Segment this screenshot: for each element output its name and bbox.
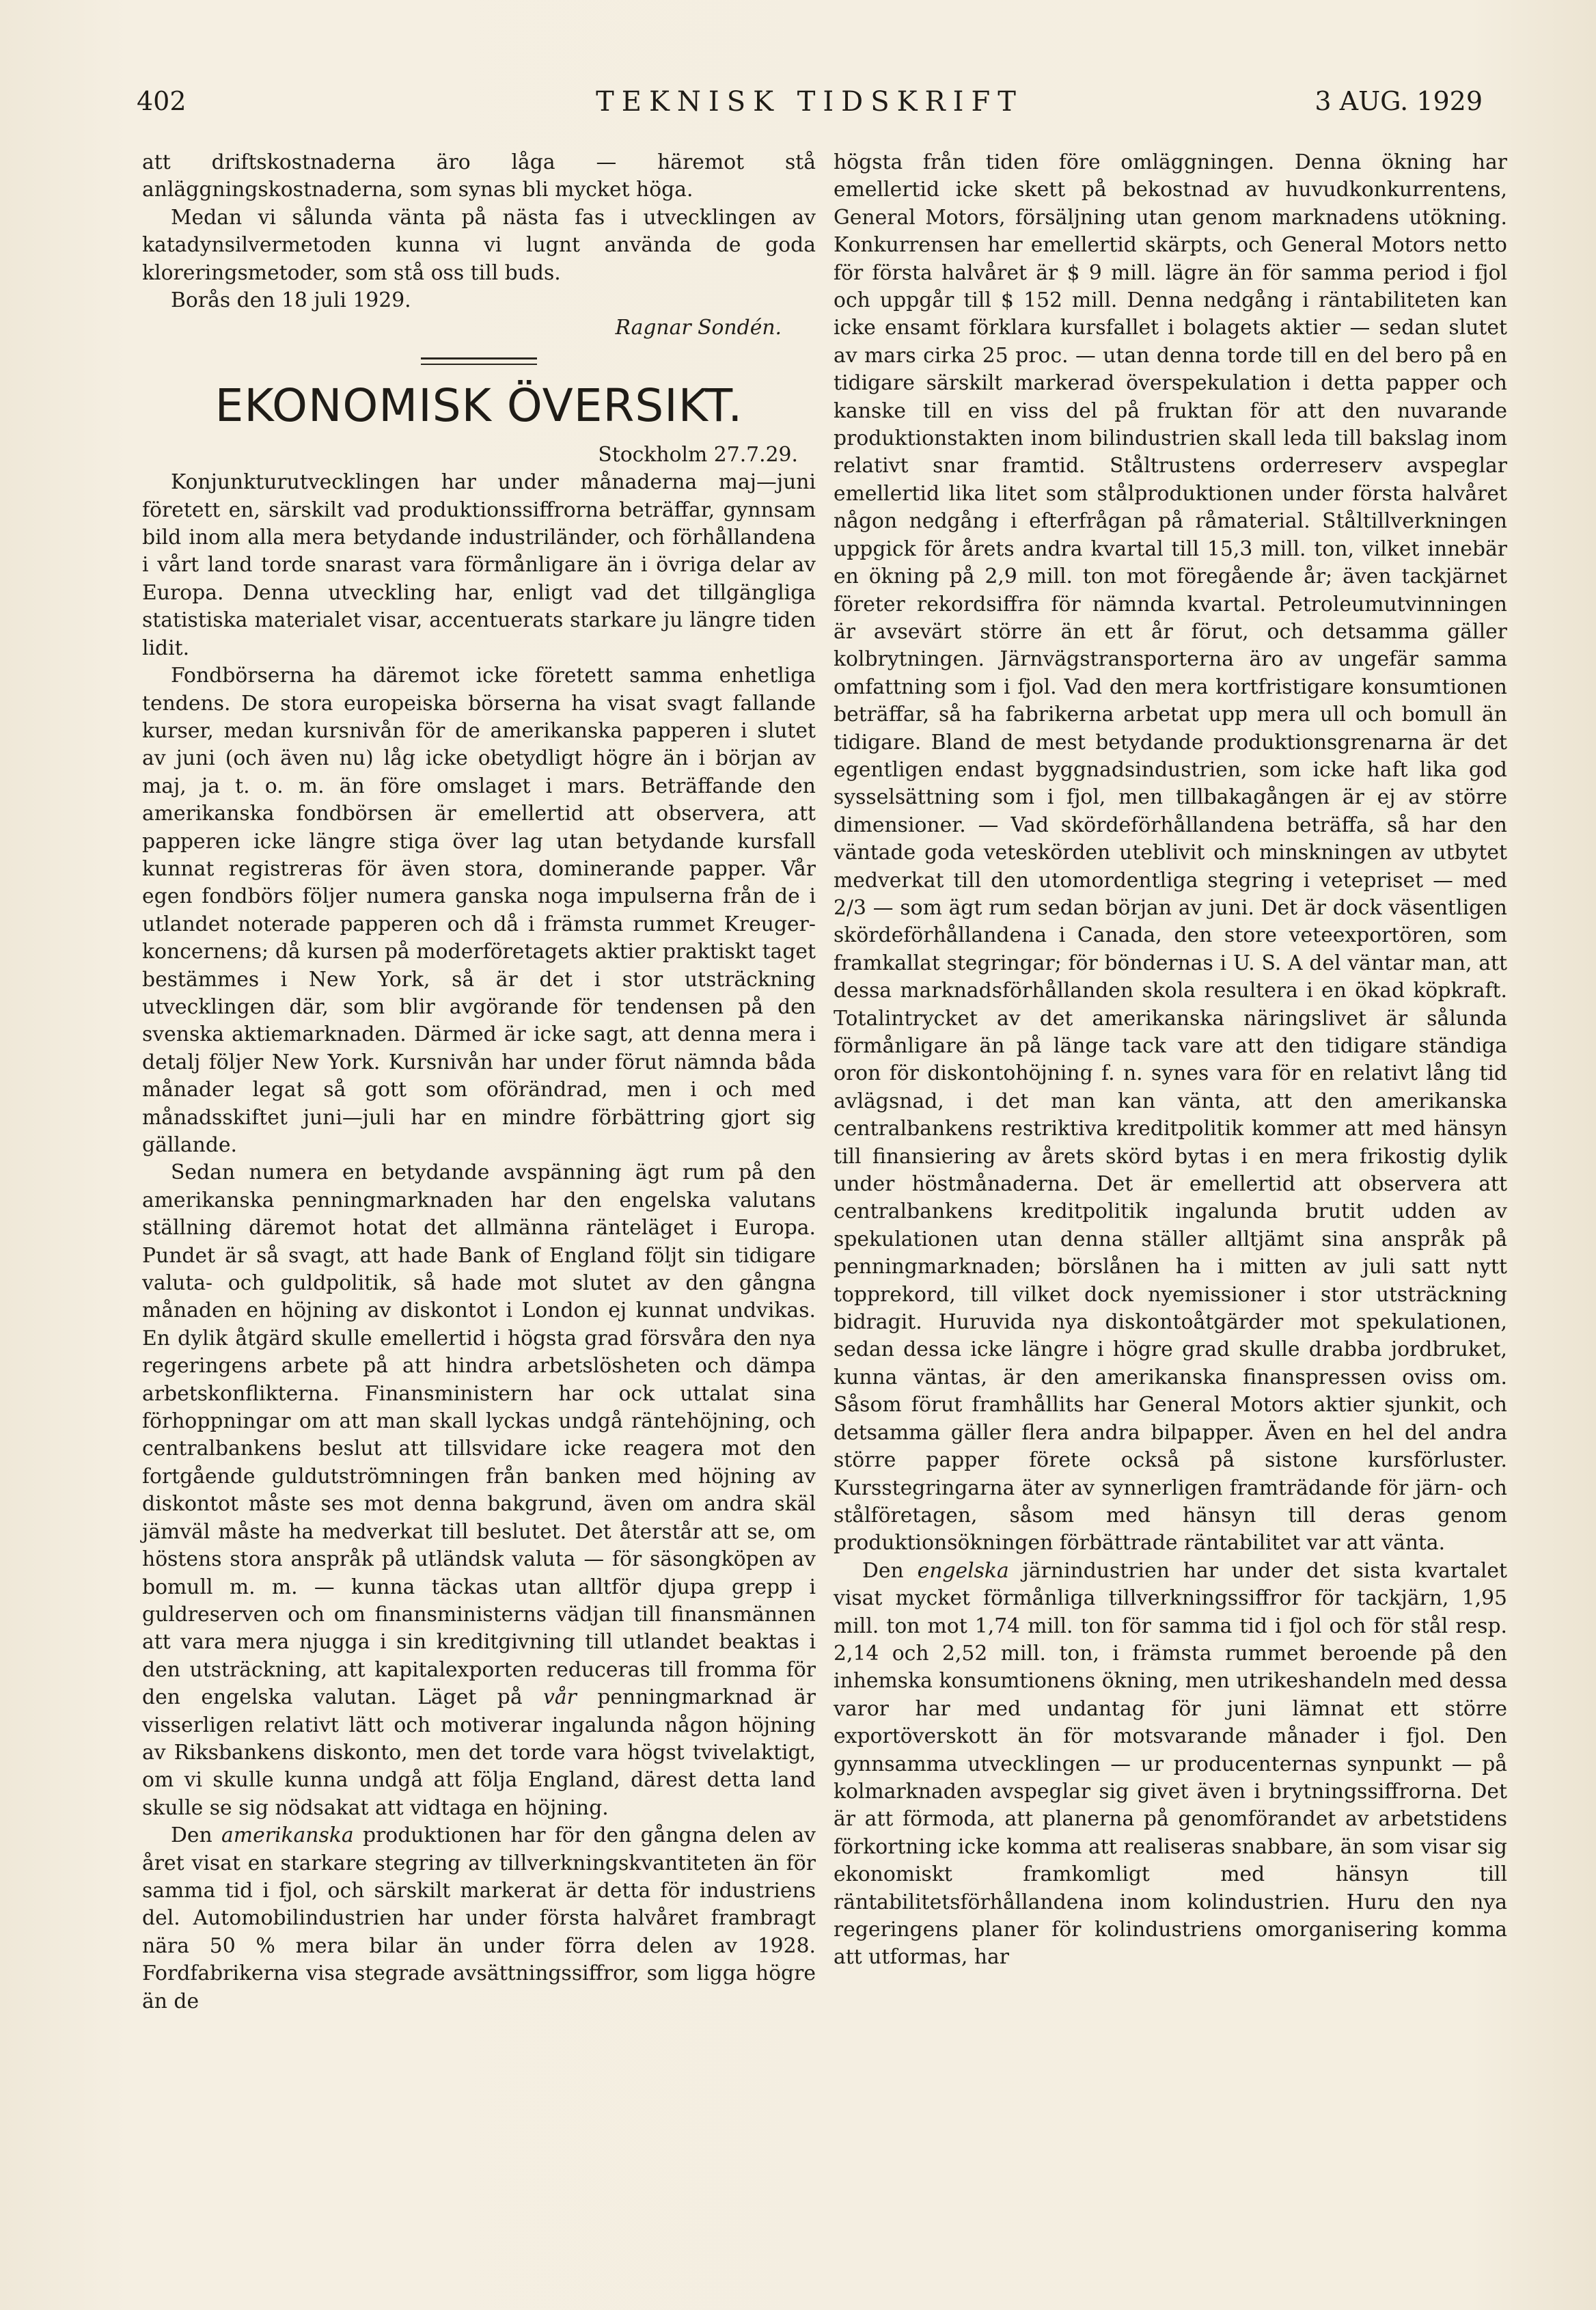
paragraph-text: penningmarknad är visserligen relativt lätt och motiverar ingalunda någon höjning av Riksbankens diskonto, men det torde vara högst tvivelaktigt, om vi skulle kunna undgå att följa England, därest detta land skulle se sig nödsakat att vidtaga en höjning. [142,1685,816,1820]
article-paragraph [834,1558,1507,1972]
paragraph-text: Sedan numera en betydande avspänning ägt rum på den amerikanska penningmarknaden har den engelska valutans ställning däremot hotat det allmänna ränteläget i Europa. Pundet är så svagt, att hade Bank of England följt sin tidigare valuta- och guldpolitik, så hade mot slutet av den gångna månaden en höjning av diskontot i London ej kunnat undvikas. En dylik åtgärd skulle emellertid i högsta grad försvåra den nya regeringens arbete på att hindra arbetslösheten och dämpa arbetskonflikterna. Finansministern har ock uttalat sina förhoppningar om att man skall lyckas undgå räntehöjning, och centralbankens beslut att tillsvidare icke reagera mot den fortgående guldutströmningen från banken med höjning av diskontot måste ses mot denna bakgrund, även om andra skäl jämväl måste ha medverkat till beslutet. Det återstår att se, om höstens stora anspråk på utländsk valuta — för säsongköpen av bomull m. m. — kunna täckas utan alltför djupa grepp i guldreserven och om finansministerns vädjan till finansmännen att vara mera njugga i sin kreditgivning till utlandet beaktas i den utsträckning, att kapitalexporten reduceras till fromma för den engelska valutan. Läget på [142,1160,816,1710]
issue-date: 3 AUG. 1929 [1315,86,1483,116]
author-signature: Ragnar Sondén. [615,316,782,340]
article-paragraph [142,1822,816,2015]
emphasis: amerikanska [221,1823,354,1848]
page-header [137,86,1483,127]
journal-title: TEKNISK TIDSKRIFT [596,86,1023,118]
article-paragraph [142,1159,816,1822]
section-title: EKONOMISK ÖVERSIKT. [215,379,743,432]
page-number: 402 [137,86,187,116]
prev-article-paragraph: Medan vi sålunda vänta på nästa fas i utvecklingen av katadynsilvermetoden kunna vi lugnt använda de goda kloreringsmetoder, som stå oss till buds. [142,205,816,285]
article-paragraph: högsta från tiden före omläggningen. Denna ökning har emellertid icke skett på bekostnad av huvudkonkurrentens, General Motors, försäljning utan genom marknadens utökning. Konkurrensen har emellertid skärpts, och General Motors netto för första halvåret är $ 9 mill. lägre än för samma period i fjol och uppgår till $ 152 mill. Denna nedgång i räntabiliteten kan icke ensamt förklara kursfallet i bolagets aktier — sedan slutet av mars cirka 25 proc. — utan denna torde till en del bero på en tidigare särskilt markerad överspekulation i detta papper och kanske till en viss del på fruktan för att den nuvarande produktionstakten inom bilindustrien skall leda till bakslag inom relativt snar framtid. Ståltrustens orderreserv avspeglar emellertid lika litet som stålproduktionen under första halvåret någon nedgång i efterfrågan på råmaterial. Ståltillverkningen uppgick för årets andra kvartal till 15,3 mill. ton, vilket innebär en ökning på 2,9 mill. ton mot föregående år; även tackjärnet företer rekordsiffra för nämnda kvartal. Petroleumutvinningen är avsevärt större än ett år förut, och detsamma gäller kolbrytningen. Järnvägstransporterna äro av ungefär samma omfattning som i fjol. Vad den mera kortfristigare konsumtionen beträffar, så ha fabrikerna arbetat upp mera ull och bomull än tidigare. Bland de mest betydande produktionsgrenarna är det egentligen endast byggnadsindustrien, som icke haft lika god sysselsättning som i fjol, men tillbakagången är ej av större dimensioner. — Vad skördeförhållandena beträffa, så har den väntade goda veteskörden uteblivit och minskningen av utbytet medverkat till den utomordentliga stegring i vetepriset — med 2/3 — som ägt rum sedan början av juni. Det är dock väsentligen skördeförhållandena i Canada, den store veteexportören, som framkallat stegringar; för böndernas i U. S. A del väntar man, att dessa marknadsförhållanden skola resultera i en ökad köpkraft. Totalintrycket av det amerikanska näringslivet är sålunda förmånligare än på länge tack vare att den tidigare ständiga oron för diskontohöjning f. n. synes vara för en relativt lång tid avlägsnad, i det man kan vänta, att den amerikanska centralbankens restriktiva kreditpolitik kommer att med hänsyn till finansiering av årets skörd bytas i en mera frikostig dylik under höstmånaderna. Det är emellertid att observera att centralbankens kreditpolitik ingalunda brutit udden av spekulationen utan denna ställer alltjämt sina anspråk på penningmarknaden; börslånen ha i mitten av juli satt nytt topprekord, till vilket dock nyemissioner i stor utsträckning bidragit. Huruvida nya diskontoåtgärder mot spekulationen, sedan dessa icke längre i högre grad skulle drabba jordbruket, kunna väntas, är den amerikanska finanspressen oviss om. Såsom förut framhållits har General Motors aktier sjunkit, och detsamma gäller flera andra bilpapper. Även en hel del andra större papper förete också på sistone kursförluster. Kursstegringarna äter av synnerligen framträdande för järn- och stålföretagen, såsom med hänsyn till deras genom produktionsökningen förbättrade räntabilitet var att vänta. [834,150,1507,1555]
paragraph-text: järnindustrien har under det sista kvartalet visat mycket förmånliga tillverkningssiffror för tackjärn, 1,95 mill. ton mot 1,74 mill. ton för samma tid i fjol och för stål resp. 2,14 och 2,52 mill. ton, i främsta rummet beroende på den inhemska konsumtionens ökning, men utrikeshandeln med dessa varor har med undantag för juni lämnat ett större exportöverskott än för motsvarande månader i fjol. Den gynnsamma utvecklingen — ur producenternas synpunkt — på kolmarknaden avspeglar sig givet även i brytningssiffrorna. Det är att förmoda, att planerna på genomförandet av arbetstidens förkortning icke komma att realiseras snabbare, än som visar sig ekonomiskt framkomligt med hänsyn till räntabilitetsförhållandena inom kolindustrien. Huru den nya regeringens planer för kolindustriens omorganisering komma att utformas, har [834,1558,1507,1970]
emphasis: engelska [917,1558,1009,1583]
paragraph-text: Den [862,1558,904,1583]
prev-article-paragraph: att driftskostnaderna äro låga — häremot stå anläggningskostnaderna, som synas bli mycket höga. [142,150,816,202]
article-paragraph: Fondbörserna ha däremot icke företett samma enhetliga tendens. De stora europeiska börserna ha visat svagt fallande kurser, medan kursnivån för de amerikanska papperen i slutet av juni (och även nu) låg icke obetydligt högre än i början av maj, ja t. o. m. än före omslaget i mars. Beträffande den amerikanska fondbörsen är emellertid att observera, att papperen icke längre stiga över lag utan betydande kursfall kunnat registreras för även stora, dominerande papper. Vår egen fondbörs följer numera ganska noga impulserna från de i utlandet noterade papperen och då i främsta rummet Kreuger-koncernens; då kursen på moderföretagets aktier praktiskt taget bestämmes i New York, så är det i stor utsträckning utvecklingen där, som blir avgörande för tendensen på den svenska aktiemarknaden. Därmed är icke sagt, att denna mera i detalj följer New York. Kursnivån har under förut nämnda båda månader legat så gott som oförändrad, men i och med månadsskiftet juni—juli har en mindre förbättring gjort sig gällande. [142,664,816,1157]
place-date: Stockholm 27.7.29. [598,442,798,467]
prev-article-dateline: Borås den 18 juli 1929. [171,288,411,313]
left-column [142,149,816,2015]
paragraph-text: produktionen har för den gångna delen av året visat en starkare stegring av tillverkningskvantiteten än för samma tid i fjol, och särskilt markerat är detta för industriens del. Automobilindustrien har under första halvåret frambragt nära 50 % mera bilar än under förra delen av 1928. Fordfabrikerna visa stegrade avsättningssiffror, som ligga högre än de [142,1823,816,2013]
section-divider [421,357,537,365]
paragraph-text: Den [171,1823,212,1848]
article-paragraph: Konjunkturutvecklingen har under månaderna maj—juni företett en, särskilt vad produktionssiffrorna beträffar, gynnsam bild inom alla mera betydande industriländer, och förhållandena i vårt land torde snarast vara förmånligare än i övriga delar av Europa. Denna utveckling har, enligt vad det tillgängliga statistiska materialet visar, accentuerats starkare ju längre tiden lidit. [142,470,816,660]
right-column [834,149,1507,1972]
emphasis: vår [543,1685,577,1710]
